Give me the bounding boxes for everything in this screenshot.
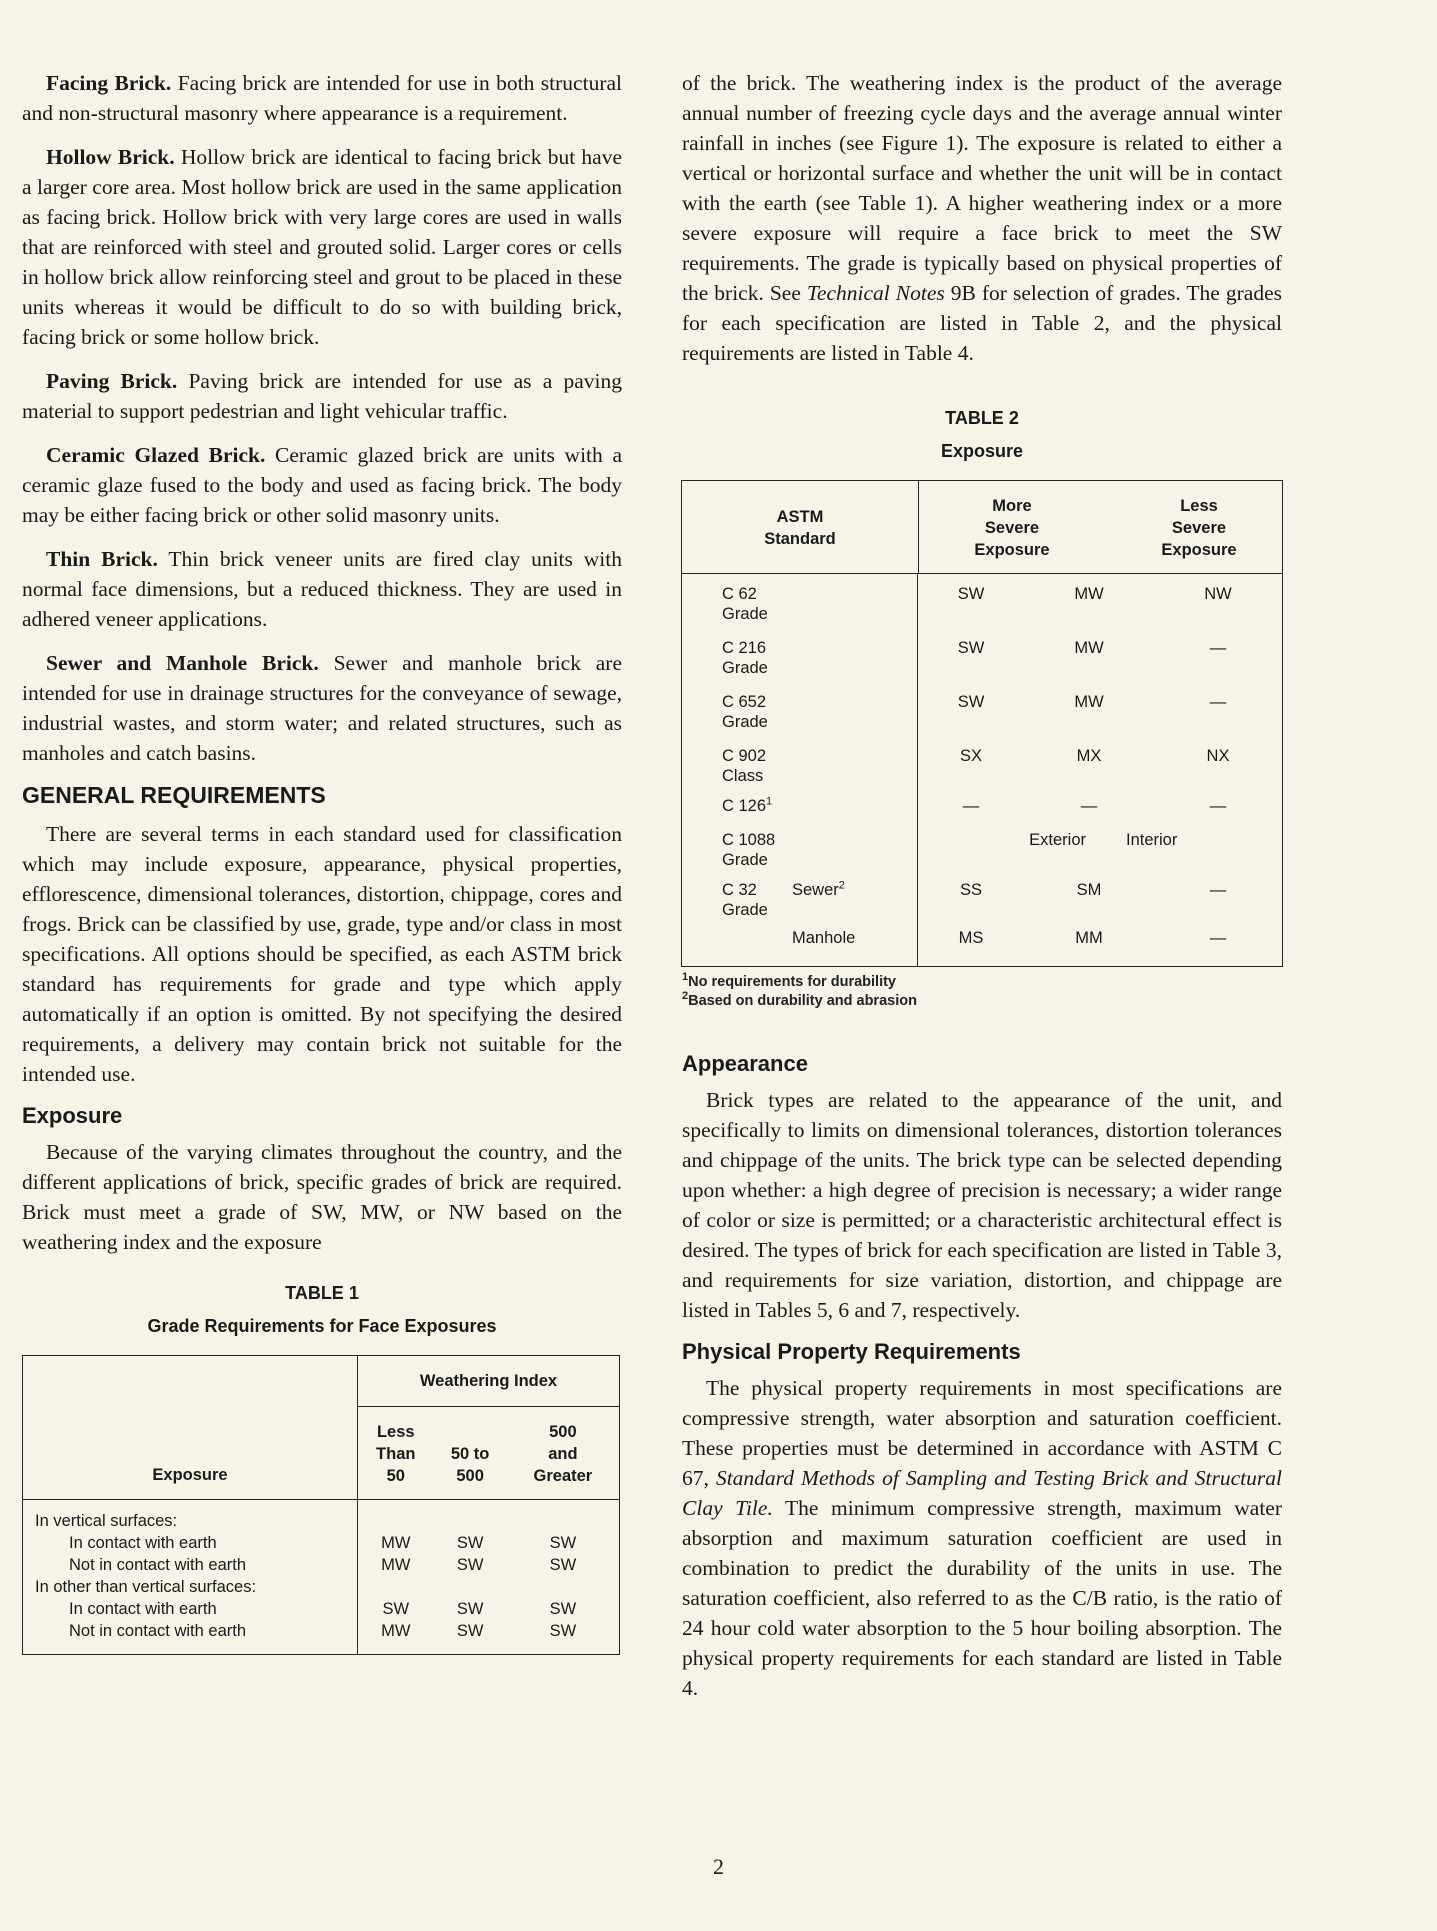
- table2-row-c902: [722, 746, 917, 796]
- para-physical: [682, 1373, 1282, 1703]
- table2-more-header-3: Exposure: [974, 541, 1050, 559]
- table1: [22, 1355, 620, 1655]
- table2-row-c126: [722, 796, 917, 830]
- left-column: [22, 68, 622, 1655]
- table1-col-less-1: Less: [376, 1423, 415, 1441]
- table2-cell: SW: [957, 693, 985, 711]
- table2-cell: NX: [1206, 747, 1230, 765]
- text-intro-italic: Technical Notes: [806, 281, 945, 305]
- table2: [681, 480, 1283, 967]
- para-general: There are several terms in each standard used for classification which may include exposure, appearance, physical properties, efflorescence, dimensional tolerances, distortion, chippage, cores and frogs. Brick can be classified by use, grade, type and/or class in most specifications. All options should be specified, as each ASTM brick standard has requirements for grade and type which apply automatically if an option is omitted. By not specifying the desired requirements, a delivery may contain brick not suitable for the intended use.: [22, 822, 622, 1086]
- text-thin: Thin brick veneer units are fired clay units with normal face dimensions, but a reduced thickness. They are used in adhered veneer applications.: [22, 547, 623, 631]
- table1-cell: MW: [381, 1556, 411, 1574]
- table1-exposure-header: Exposure: [23, 1356, 358, 1500]
- text-sewer: Sewer and manhole brick are intended for use in drainage structures for the conveyance of sewage, industrial wastes, and storm water; and related structures, such as manholes and catch basins.: [22, 651, 623, 765]
- table2-cell: —: [1080, 797, 1098, 815]
- table1-cell: MW: [381, 1534, 411, 1552]
- table2-row-c32: [722, 880, 917, 928]
- table2-astm-header-2: Standard: [764, 530, 836, 548]
- table1-col-less-3: 50: [386, 1467, 405, 1485]
- para-facing-brick: [22, 68, 622, 128]
- footnote-marker: 1: [682, 971, 689, 984]
- table2-values-c902: [918, 746, 1282, 796]
- table1-col-less-2: Than: [376, 1445, 416, 1463]
- table2-values-c1088: [918, 830, 1282, 880]
- table2-cell: SW: [957, 585, 985, 603]
- text-ceramic: Ceramic glazed brick are units with a ceramic glaze fused to the body and used as facing brick. The body may be either facing brick or other solid masonry units.: [22, 443, 622, 527]
- text-intro: of the brick. The weathering index is the product of the average annual number of freezing cycle days and the average annual winter rainfall in inches (see Figure 1). The exposure is related to either a vertical or horizontal surface and whether the unit will be in contact with the earth (see Table 1). A higher weathering index or a more severe exposure will require a face brick to meet the SW requirements. The grade is typically based on physical properties of the brick. See: [682, 71, 1282, 305]
- table2-cell: SX: [959, 747, 982, 765]
- table2-astm-header: [682, 481, 919, 574]
- table2-standards-column: [682, 574, 918, 966]
- table2-less-header-1: Less: [1180, 497, 1218, 515]
- table1-cell: SW: [549, 1534, 577, 1552]
- table2-cell: —: [1209, 881, 1227, 899]
- para-sewer-brick: [22, 648, 622, 768]
- table1-col-less-values: [358, 1500, 434, 1655]
- text-physical-a: The physical property requirements in most specifications are compressive strength, water absorption and saturation coefficient. These properties must be determined in accordance with ASTM C 67,: [682, 1376, 1282, 1490]
- table2-values-c216: [918, 638, 1282, 692]
- table1-title: Grade Requirements for Face Exposures: [147, 1316, 497, 1336]
- table2-sub: Grade: [722, 851, 768, 869]
- exposure-heading: Exposure: [22, 1103, 123, 1128]
- table2-cell: SS: [959, 881, 982, 899]
- table2-body: [682, 574, 1282, 966]
- table2-cell: MM: [1075, 929, 1103, 947]
- table2-cell: MW: [1074, 693, 1104, 711]
- table2-row-c62: [722, 584, 917, 638]
- table1-row-label: Not in contact with earth: [69, 1622, 247, 1640]
- table1-cell: SW: [456, 1556, 484, 1574]
- table2-sub: Grade: [722, 901, 768, 919]
- para-thin-brick: [22, 544, 622, 634]
- physical-property-heading: Physical Property Requirements: [682, 1339, 1021, 1364]
- table2-sup: 2: [838, 879, 845, 892]
- appearance-heading: Appearance: [682, 1051, 808, 1076]
- table2-label: TABLE 2: [945, 408, 1019, 428]
- table2-cell: SM: [1076, 881, 1102, 899]
- table2-cell-exterior: Exterior: [1029, 831, 1086, 849]
- table2-sup: 1: [766, 795, 773, 808]
- para-paving-brick: [22, 366, 622, 426]
- table1-col-less: [358, 1407, 434, 1500]
- lead-paving: Paving Brick.: [46, 369, 178, 393]
- text-paving: Paving brick are intended for use as a paving material to support pedestrian and light vehicular traffic.: [22, 369, 623, 423]
- table1-col-greater-values: [507, 1500, 620, 1655]
- table2-values-area: [918, 574, 1282, 966]
- right-column: [682, 68, 1282, 1717]
- para-weathering-intro: [682, 68, 1282, 368]
- table1-col-greater-2: and: [548, 1445, 578, 1463]
- footnote-marker: 2: [682, 990, 689, 1003]
- table2-std: C 32: [722, 881, 757, 899]
- table1-cell: SW: [456, 1600, 484, 1618]
- table1-cell: SW: [549, 1600, 577, 1618]
- table2-cell: —: [1209, 797, 1227, 815]
- table1-col-mid-values: [433, 1500, 506, 1655]
- table1-cell: SW: [456, 1534, 484, 1552]
- table2-row-manhole: Manhole: [792, 929, 856, 947]
- table2-cell: MX: [1076, 747, 1102, 765]
- general-requirements-heading: GENERAL REQUIREMENTS: [22, 782, 326, 808]
- table2-more-header-2: Severe: [984, 519, 1040, 537]
- table2-cell: MW: [1074, 639, 1104, 657]
- table2-footnote-2: [682, 992, 1282, 1011]
- table2-cell: —: [1209, 929, 1227, 947]
- text-physical-b: The minimum compressive strength, maximum water absorption and maximum saturation coefficient are used in combination to predict the durability of the units in use. The saturation coefficient, also referred to as the C/B ratio, is the ratio of 24 hour cold water absorption to the 5 hour boiling absorption. The physical property requirements for each standard are listed in Table 4.: [682, 1496, 1282, 1700]
- lead-ceramic: Ceramic Glazed Brick.: [46, 443, 266, 467]
- table2-more-header: [919, 481, 1106, 574]
- table1-label: TABLE 1: [285, 1283, 359, 1303]
- text-facing: Facing brick are intended for use in both structural and non-structural masonry where appearance is a requirement.: [22, 71, 622, 125]
- table2-footnote-1: [682, 973, 1282, 992]
- table1-col-mid-2: 500: [456, 1467, 484, 1485]
- table2-astm-header-1: ASTM: [776, 508, 824, 526]
- footnote-text: Based on durability and abrasion: [688, 993, 917, 1009]
- table1-row-label: In contact with earth: [69, 1534, 217, 1552]
- table2-less-header-3: Exposure: [1161, 541, 1237, 559]
- lead-facing: Facing Brick.: [46, 71, 172, 95]
- table2-values-c62: [918, 584, 1282, 638]
- text-hollow: Hollow brick are identical to facing brick but have a larger core area. Most hollow brick are used in the same application as facing brick. Hollow brick with very large cores are used in walls that are reinforced with steel and grouted solid. Larger cores or cells in hollow brick allow reinforcing steel and grout to be placed in these units whereas it would be difficult to do so with building brick, facing brick or some hollow brick.: [22, 145, 622, 349]
- table2-sub: Class: [722, 767, 764, 785]
- table2-sub: Grade: [722, 713, 768, 731]
- table1-row-label: In other than vertical surfaces:: [35, 1578, 257, 1596]
- table1-col-greater: [507, 1407, 620, 1500]
- table2-cell-interior: Interior: [1126, 831, 1178, 849]
- para-appearance: Brick types are related to the appearance of the unit, and specifically to limits on dimensional tolerances, distortion tolerances and chippage of the units. The brick type can be selected depending upon whether: a high degree of precision is necessary; a wider range of color or size is permitted; or a characteristic architectural effect is desired. The types of brick for each specification are listed in Table 3, and requirements for size variation, distortion, and chippage are listed in Tables 5, 6 and 7, respectively.: [682, 1088, 1282, 1322]
- table2-cell: —: [1209, 693, 1227, 711]
- table2-values-c126: [918, 796, 1282, 830]
- table2-less-header-2: Severe: [1171, 519, 1227, 537]
- table2-values-sewer: [918, 880, 1282, 928]
- table2-std: C 62: [722, 585, 757, 603]
- table1-row-label: In vertical surfaces:: [35, 1512, 178, 1530]
- table2-row-c1088: [722, 830, 917, 880]
- page-number: 2: [713, 1854, 724, 1879]
- table1-cell: MW: [381, 1622, 411, 1640]
- table2-more-header-1: More: [992, 497, 1032, 515]
- table1-col-mid: [433, 1407, 506, 1500]
- para-ceramic-brick: [22, 440, 622, 530]
- table1-col-greater-1: 500: [549, 1423, 577, 1441]
- table2-std: C 652: [722, 693, 767, 711]
- table1-cell: SW: [549, 1622, 577, 1640]
- table2-title: Exposure: [940, 441, 1024, 461]
- footnote-text: No requirements for durability: [688, 974, 896, 990]
- table2-sub: Grade: [722, 605, 768, 623]
- table2-row-c216: [722, 638, 917, 692]
- text-intro-end: 9B for selection of grades. The grades for each specification are listed in Table 2, and the physical requirements are listed in Table 4.: [682, 281, 1282, 365]
- table1-row-label: Not in contact with earth: [69, 1556, 247, 1574]
- table2-row-c652: [722, 692, 917, 746]
- table2-cell: —: [1209, 639, 1227, 657]
- table1-row-labels: [23, 1500, 358, 1655]
- table1-cell: SW: [549, 1556, 577, 1574]
- table2-std: C 216: [722, 639, 767, 657]
- table2-sub: Grade: [722, 659, 768, 677]
- table2-cell: SW: [957, 639, 985, 657]
- table2-values-c652: [918, 692, 1282, 746]
- table2-values-manhole: [918, 928, 1282, 950]
- table2-std: C 902: [722, 747, 767, 765]
- table2-cell: NW: [1204, 585, 1232, 603]
- table2-sewer-label: Sewer: [792, 881, 839, 899]
- table1-col-greater-3: Greater: [533, 1467, 593, 1485]
- table1-weathering-header: Weathering Index: [358, 1356, 620, 1407]
- table1-col-mid-1: 50 to: [450, 1445, 490, 1463]
- table1-cell: SW: [382, 1600, 410, 1618]
- table2-less-header: [1105, 481, 1283, 574]
- table2-cell: MS: [958, 929, 984, 947]
- table1-row-label: In contact with earth: [69, 1600, 217, 1618]
- table1-cell: SW: [456, 1622, 484, 1640]
- table2-std: C 1088: [722, 831, 776, 849]
- para-exposure: Because of the varying climates throughout the country, and the different applications of brick, specific grades of brick are required. Brick must meet a grade of SW, MW, or NW based on the weathering index and the exposure: [22, 1140, 622, 1254]
- lead-hollow: Hollow Brick.: [46, 145, 175, 169]
- table2-footnotes: [682, 973, 1282, 1011]
- table2-std: C 126: [722, 797, 767, 815]
- table2-cell: —: [962, 797, 980, 815]
- text-physical-italic: Standard Methods of Sampling and Testing Brick and Structural Clay Tile.: [682, 1466, 1282, 1520]
- lead-thin: Thin Brick.: [46, 547, 158, 571]
- lead-sewer: Sewer and Manhole Brick.: [46, 651, 319, 675]
- para-hollow-brick: [22, 142, 622, 352]
- table2-cell: MW: [1074, 585, 1104, 603]
